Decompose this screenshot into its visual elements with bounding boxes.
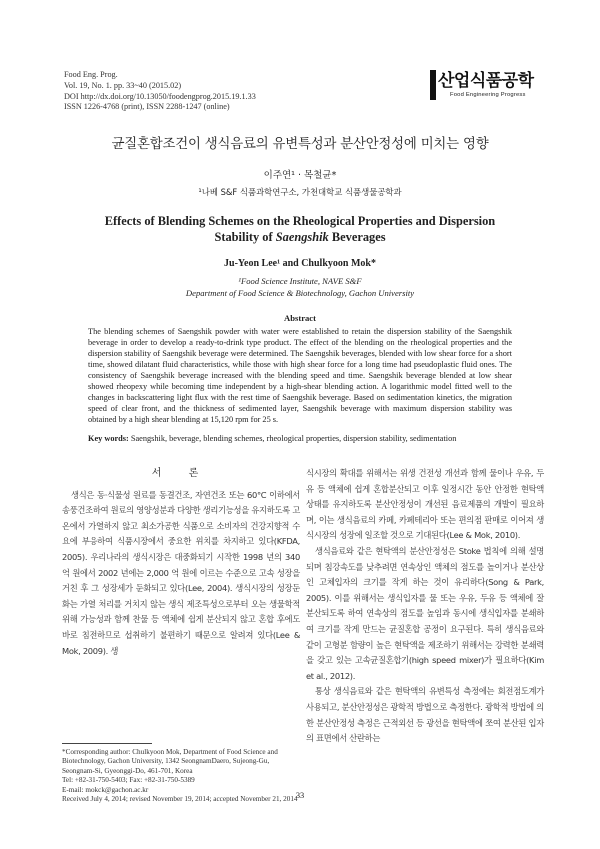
authors-korean: 이주연¹ · 목철균* xyxy=(263,170,337,181)
paragraph: 생식음료와 같은 현탁액의 분산안정성은 Stoke 법칙에 의해 설명되며 침강속도를 낮추려면 연속상인 액체의 점도를 높이거나 분산상인 고체입자의 크기를 작게 하는 것이 유리하다(Song & Park, 2005). 이를 위해서는 생식입자를 물 또는 우유, 두유 등 액체에 잘 분산되도록 하여 연속상의 점도를 높임과 동시에 생식입자를 분쇄하여 크기를 작게 만드는 균질혼합 공정이 요구된다. 특히 생식음료와 같이 고형분 함량이 높은 현탁액을 제조하기 위해서는 강력한 분쇄력을 갖고 있는 고속균질혼합기(high speed mixer)가 필요하다(Kim et al., 2012). xyxy=(306,545,544,681)
journal-volume: Vol. 19, No. 1. pp. 33~40 (2015.02) xyxy=(64,80,182,90)
journal-doi: DOI http://dx.doi.org/10.13050/foodengprog.2015.19.1.33 xyxy=(64,91,256,101)
footnote-phone: Tel: +82-31-750-5403; Fax: +82-31-750-5389 xyxy=(62,776,195,785)
title-english-line1: Effects of Blending Schemes on the Rheological Properties and Dispersion xyxy=(104,214,496,228)
paragraph: 생식은 동·식물성 원료를 동결건조, 자연건조 또는 60°C 이하에서 송풍건조하여 원료의 영양성분과 다양한 생리기능성을 유지하도록 고온에서 가열하지 않고 최소가공한 식품으로 소비자의 건강지향적 수요에 부응하여 식품시장에서 중요한 위치를 차지하고 있다(KFDA, 2005). 우리나라의 생식시장은 대중화되기 시작한 1998 년의 340 억 원에서 2002 년에는 2,000 억 원에 이르는 수준으로 고속 성장을 거친 후 그 성장세가 둔화되고 있다(Lee, 2004). 생식시장의 성장둔화는 가열 처리를 거치지 않는 생식 제조특성으로부터 오는 생물학적 위해 가능성과 함께 찬물 등 액체에 쉽게 분산되지 않고 혼합 후에도 바로 침전하므로 섭취하기 불편하기 때문으로 알려져 있다(Lee & Mok, 2009). 생 xyxy=(62,489,300,656)
logo-text: 산업식품공학 xyxy=(438,71,534,91)
page-number: 33 xyxy=(295,791,305,800)
journal-info xyxy=(64,70,256,113)
abstract-text: The blending schemes of Saengshik powder with water were established to retain the dispersion stability of the Saengshik beverage in order to develop a ready-to-drink type product. The effect of the blending on the rheological properties and the dispersion stability of Saengshik beverage were determined. The Saengshik beverages, blended with low shear force for a short time, showed dilatant fluid characteristics, while those with high shear force for a long time had pseudoplastic fluid ones. The consistency of Saengshik beverage increased with the blending speed and time. Saengshik beverage blended at low shear showed rheopexy while becoming time independent by a high-shear blending action. A logarithmic model fitted well to the changes in backscattering light flux with the rest time of Saengshik beverage. Based on sedimentation kinetics, the migration speed of clear front, and the thickness of sedimented layer, Saengshik beverage with maximum dispersion stability was obtained by a high shear blending at 15,120 rpm for 25 s. xyxy=(88,327,512,424)
body-column-right xyxy=(306,466,544,747)
journal-issn: ISSN 1226-4768 (print), ISSN 2288-1247 (online) xyxy=(64,102,230,112)
keywords: Key words: Saengshik, beverage, blending schemes, rheological properties, dispersion stability, sedimentation xyxy=(88,434,457,443)
footnote-dates: Received July 4, 2014; revised November 19, 2014; accepted November 21, 2014 xyxy=(62,795,298,804)
footnote-divider xyxy=(62,743,152,744)
footnote-corresponding: *Corresponding author: Chulkyoon Mok, Department of Food Science and Biotechnology, Gachon University, 1342 SeongnamDaero, Sujeong-Gu, Seongnam-Si, Gyeonggi-Do, 461-701, Korea xyxy=(62,748,278,775)
title-english-line2: Stability of Saengshik Beverages xyxy=(214,230,386,244)
footnote-email: E-mail: mokck@gachon.ac.kr xyxy=(62,785,149,794)
section-heading-introduction: 서 론 xyxy=(151,468,211,479)
journal-logo xyxy=(430,70,542,104)
logo-bar-icon xyxy=(430,70,436,100)
paragraph: 통상 생식음료와 같은 현탁액의 유변특성 측정에는 회전점도계가 사용되고, 분산안정성은 광학적 방법으로 측정한다. 광학적 방법에 의한 분산안정성 측정은 근적외선 등 광선을 현탁액에 쪼여 분산된 입자의 표면에서 산란하는 xyxy=(306,686,544,744)
affiliation-english: ¹Food Science Institute, NAVE S&F Department of Food Science & Biotechnology, Gachon University xyxy=(185,276,415,298)
journal-name: Food Eng. Prog. xyxy=(64,70,118,79)
title-english xyxy=(60,213,540,245)
body-column-left xyxy=(62,466,300,659)
title-korean: 균질혼합조건이 생식음료의 유변특성과 분산안정성에 미치는 영향 xyxy=(111,137,489,152)
paragraph: 식시장의 확대를 위해서는 위생 건전성 개선과 함께 물이나 우유, 두유 등 액체에 쉽게 혼합분산되고 이후 일정시간 동안 안정한 현탁액 상태를 유지하도록 분산안정성이 개선된 음료제품의 개발이 필요하며, 이는 생식음료의 카페, 카페테리아 또는 편의점 판매로 이어져 생식시장의 성장에 일조할 것으로 기대된다(Lee & Mok, 2010). xyxy=(306,468,544,541)
affiliation-korean: ¹나베 S&F 식품과학연구소, 가천대학교 식품생물공학과 xyxy=(198,187,402,197)
logo-subtitle: Food Engineering Progress xyxy=(450,92,526,98)
abstract-heading: Abstract xyxy=(284,313,316,323)
authors-english: Ju-Yeon Lee¹ and Chulkyoon Mok* xyxy=(224,258,376,269)
